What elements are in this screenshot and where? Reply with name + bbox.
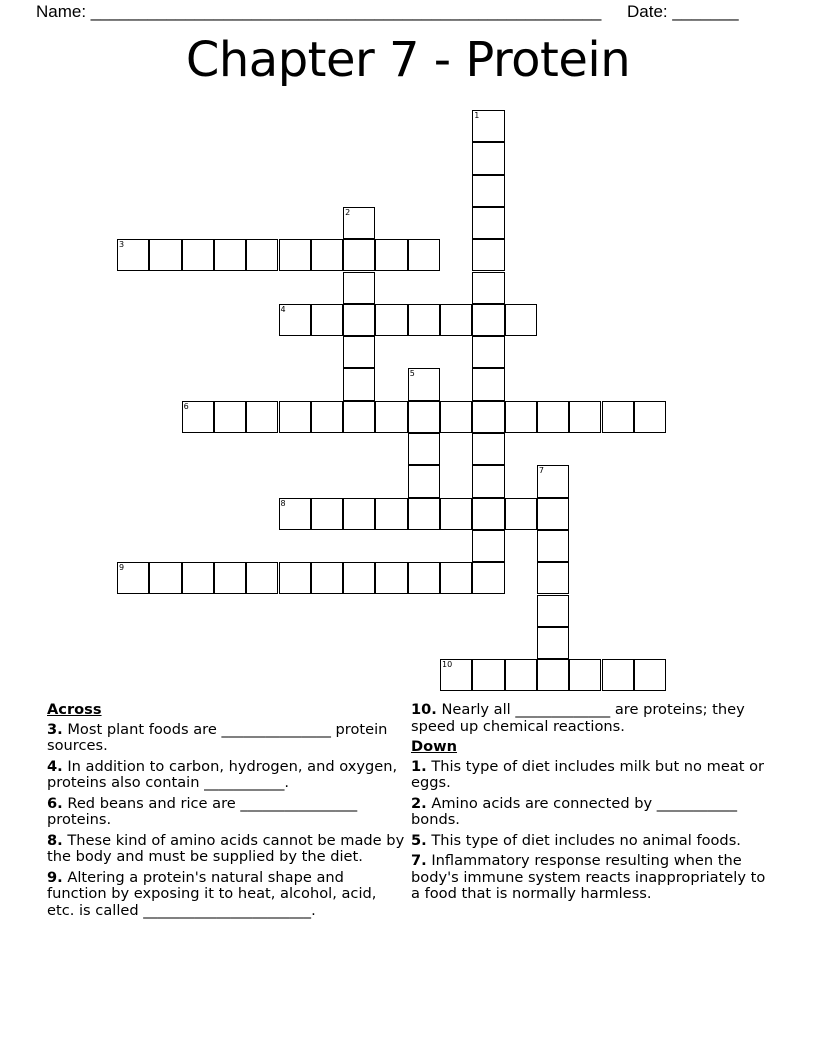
clue-text: Most plant foods are _______________ protein sources.: [47, 720, 388, 754]
grid-cell[interactable]: [505, 401, 537, 433]
grid-cell[interactable]: [214, 401, 246, 433]
clues-right-column: [411, 702, 771, 907]
date-field[interactable]: Date: _______: [627, 2, 739, 21]
clue-number-label: 2: [345, 207, 351, 217]
grid-cell[interactable]: [472, 239, 504, 271]
grid-cell[interactable]: [279, 401, 311, 433]
clue-number-label: 8: [280, 498, 286, 508]
grid-cell[interactable]: [343, 562, 375, 594]
clue-text: Inflammatory response resulting when the body's immune system reacts inappropriately to a food that is normally harmless.: [411, 852, 766, 902]
clue-down-5: [411, 833, 771, 850]
grid-cell[interactable]: [408, 368, 440, 400]
grid-cell[interactable]: [182, 562, 214, 594]
grid-cell[interactable]: [440, 498, 472, 530]
grid-cell[interactable]: [408, 304, 440, 336]
grid-cell[interactable]: [343, 401, 375, 433]
grid-cell[interactable]: [182, 401, 214, 433]
clue-number: 9.: [47, 868, 63, 886]
grid-cell[interactable]: [343, 207, 375, 239]
clue-number: 4.: [47, 757, 63, 775]
clue-number-label: 6: [183, 401, 189, 411]
grid-cell[interactable]: [602, 659, 634, 691]
grid-cell[interactable]: [472, 110, 504, 142]
grid-cell[interactable]: [537, 595, 569, 627]
grid-cell[interactable]: [279, 304, 311, 336]
clue-across-8: [47, 833, 407, 866]
clue-number-label: 3: [119, 240, 125, 250]
grid-cell[interactable]: [537, 530, 569, 562]
grid-cell[interactable]: [246, 401, 278, 433]
clue-text: Amino acids are connected by ___________ bonds.: [411, 794, 738, 828]
grid-cell[interactable]: [440, 304, 472, 336]
across-heading: Across: [47, 701, 102, 718]
clue-across-6: [47, 796, 407, 829]
grid-cell[interactable]: [472, 401, 504, 433]
grid-cell[interactable]: [472, 465, 504, 497]
grid-cell[interactable]: [214, 239, 246, 271]
clue-number-label: 1: [474, 111, 480, 120]
clue-text: These kind of amino acids cannot be made by the body and must be supplied by the diet.: [47, 831, 405, 865]
clue-number-label: 10: [442, 660, 453, 670]
grid-cell[interactable]: [472, 142, 504, 174]
grid-cell[interactable]: [343, 304, 375, 336]
grid-cell[interactable]: [569, 401, 601, 433]
grid-cell[interactable]: [472, 498, 504, 530]
clue-down-2: [411, 796, 771, 829]
grid-cell[interactable]: [472, 530, 504, 562]
grid-cell[interactable]: [472, 304, 504, 336]
clue-number: 6.: [47, 794, 63, 812]
clue-down-1: [411, 759, 771, 792]
clue-number: 8.: [47, 831, 63, 849]
grid-cell[interactable]: [311, 304, 343, 336]
grid-cell[interactable]: [117, 562, 149, 594]
grid-cell[interactable]: [375, 304, 407, 336]
clues-left-column: [47, 702, 407, 923]
grid-cell[interactable]: [472, 207, 504, 239]
grid-cell[interactable]: [375, 401, 407, 433]
clue-number: 2.: [411, 794, 427, 812]
clue-number: 7.: [411, 852, 427, 869]
grid-cell[interactable]: [182, 239, 214, 271]
grid-cell[interactable]: [472, 433, 504, 465]
clue-number-label: 4: [280, 304, 286, 314]
grid-cell[interactable]: [472, 336, 504, 368]
grid-cell[interactable]: [537, 562, 569, 594]
clue-number: 10.: [411, 701, 437, 718]
grid-cell[interactable]: [505, 498, 537, 530]
grid-cell[interactable]: [634, 659, 666, 691]
grid-cell[interactable]: [440, 401, 472, 433]
grid-cell[interactable]: [343, 368, 375, 400]
grid-cell[interactable]: [375, 239, 407, 271]
grid-cell[interactable]: [311, 239, 343, 271]
grid-cell[interactable]: [311, 498, 343, 530]
grid-cell[interactable]: [440, 562, 472, 594]
grid-cell[interactable]: [408, 498, 440, 530]
clue-number: 3.: [47, 720, 63, 738]
grid-cell[interactable]: [602, 401, 634, 433]
grid-cell[interactable]: [279, 562, 311, 594]
clue-across-4: [47, 759, 407, 792]
grid-cell[interactable]: [408, 239, 440, 271]
grid-cell[interactable]: [375, 498, 407, 530]
clue-text: Altering a protein's natural shape and function by exposing it to heat, alcohol, acid, etc. is called _______________________.: [47, 868, 377, 919]
grid-cell[interactable]: [537, 401, 569, 433]
grid-cell[interactable]: [375, 562, 407, 594]
grid-cell[interactable]: [505, 659, 537, 691]
clue-text: Red beans and rice are ________________ proteins.: [47, 794, 358, 828]
grid-cell[interactable]: [472, 175, 504, 207]
grid-cell[interactable]: [343, 239, 375, 271]
grid-cell[interactable]: [569, 659, 601, 691]
grid-cell[interactable]: [343, 336, 375, 368]
name-field[interactable]: Name: ______________________________________________________: [36, 2, 602, 21]
grid-cell[interactable]: [279, 239, 311, 271]
clue-number: 1.: [411, 757, 427, 775]
clue-text: Nearly all _____________ are proteins; they speed up chemical reactions.: [411, 701, 745, 735]
clue-text: This type of diet includes milk but no meat or eggs.: [411, 757, 765, 791]
clue-number: 5.: [411, 831, 427, 849]
grid-cell[interactable]: [537, 498, 569, 530]
clue-text: In addition to carbon, hydrogen, and oxygen, proteins also contain ___________.: [47, 757, 398, 791]
grid-cell[interactable]: [634, 401, 666, 433]
grid-cell[interactable]: [246, 239, 278, 271]
grid-cell[interactable]: [311, 401, 343, 433]
grid-cell[interactable]: [246, 562, 278, 594]
clue-down-7: [411, 853, 771, 903]
grid-cell[interactable]: [408, 465, 440, 497]
clue-number-label: 7: [538, 466, 544, 476]
clue-across-3: [47, 722, 407, 755]
grid-cell[interactable]: [472, 272, 504, 304]
grid-cell[interactable]: [311, 562, 343, 594]
grid-cell[interactable]: [343, 498, 375, 530]
grid-cell[interactable]: [408, 562, 440, 594]
grid-cell[interactable]: [279, 498, 311, 530]
clue-number-label: 5: [409, 369, 415, 379]
grid-cell[interactable]: [537, 659, 569, 691]
grid-cell[interactable]: [117, 239, 149, 271]
grid-cell[interactable]: [472, 368, 504, 400]
grid-cell[interactable]: [343, 272, 375, 304]
grid-cell[interactable]: [537, 465, 569, 497]
grid-cell[interactable]: [537, 627, 569, 659]
grid-cell[interactable]: [472, 562, 504, 594]
clue-text: This type of diet includes no animal foods.: [426, 831, 741, 849]
grid-cell[interactable]: [408, 401, 440, 433]
grid-cell[interactable]: [505, 304, 537, 336]
down-heading: Down: [411, 738, 458, 755]
clue-across-10: [411, 702, 771, 735]
clue-across-9: [47, 870, 407, 920]
grid-cell[interactable]: [214, 562, 246, 594]
grid-cell[interactable]: [149, 562, 181, 594]
grid-cell[interactable]: [408, 433, 440, 465]
grid-cell[interactable]: [440, 659, 472, 691]
grid-cell[interactable]: [472, 659, 504, 691]
page-title: Chapter 7 - Protein: [185, 32, 631, 88]
clue-number-label: 9: [119, 563, 125, 573]
grid-cell[interactable]: [149, 239, 181, 271]
